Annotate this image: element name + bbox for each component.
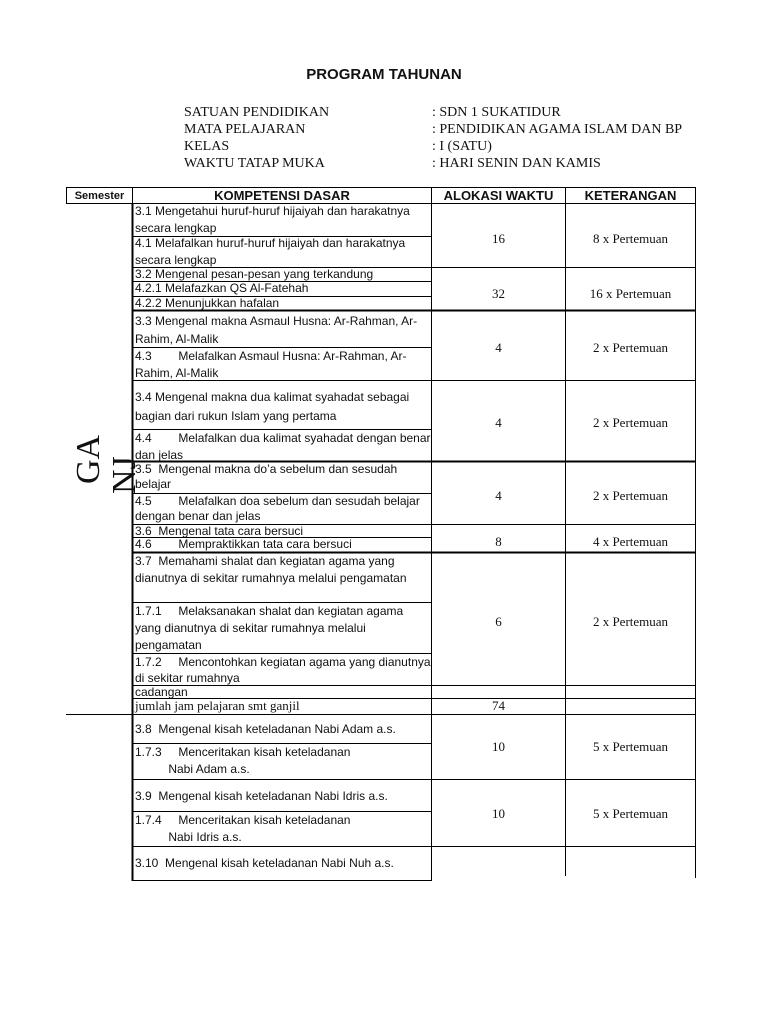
kd-cell: 4.1 Melafalkan huruf-huruf hijaiyah dan harakatnya secara lengkap	[135, 236, 409, 267]
info-row	[184, 104, 682, 121]
alokasi-value: 16	[492, 231, 505, 246]
kd-cell: 3.4 Mengenal makna dua kalimat syahadat sebagai bagian dari rukun Islam yang pertama	[135, 390, 413, 423]
info-value-mapel: : PENDIDIKAN AGAMA ISLAM DAN BP	[432, 122, 683, 137]
kd-cell: 3.5 Mengenal makna do’a sebelum dan sesudah belajar	[135, 462, 401, 491]
alokasi-value: 10	[492, 739, 505, 754]
header-kompetensi-dasar: KOMPETENSI DASAR	[214, 188, 350, 203]
kd-cell: 4.6 Mempraktikkan tata cara bersuci	[135, 537, 352, 551]
alokasi-value: 10	[492, 806, 505, 821]
info-block	[184, 104, 682, 172]
kd-cell: cadangan	[135, 685, 188, 699]
header-semester: Semester	[74, 190, 125, 202]
kd-cell: 3.8 Mengenal kisah keteladanan Nabi Adam a.s.	[135, 722, 396, 736]
info-label-mapel: MATA PELAJARAN	[184, 122, 306, 137]
alokasi-value: 4	[495, 340, 502, 355]
kd-cell: 4.2.1 Melafazkan QS Al-Fatehah	[135, 281, 309, 295]
info-value-waktu: : HARI SENIN DAN KAMIS	[432, 156, 601, 171]
info-value-kelas: : I (SATU)	[432, 139, 492, 154]
info-row	[184, 155, 682, 172]
info-row	[184, 138, 682, 155]
alokasi-total: 74	[492, 698, 505, 713]
info-label-satuan: SATUAN PENDIDIKAN	[184, 105, 330, 120]
kd-cell: 4.2.2 Menunjukkan hafalan	[135, 296, 280, 310]
keterangan-value: 5 x Pertemuan	[592, 806, 669, 821]
kd-cell: 1.7.4 Menceritakan kisah keteladanan Nabi Idris a.s.	[135, 813, 351, 844]
semester-label-line1: GA	[70, 434, 107, 484]
kd-cell: 4.5 Melafalkan doa sebelum dan sesudah belajar dengan benar dan jelas	[135, 494, 424, 523]
kd-cell: 1.7.2 Mencontohkan kegiatan agama yang dianutnya di sekitar rumahnya	[135, 655, 434, 685]
kd-cell: 3.7 Memahami shalat dan kegiatan agama yang dianutnya di sekitar rumahnya melalui pengamatan	[135, 554, 407, 585]
kd-cell: 1.7.1 Melaksanakan shalat dan kegiatan agama yang dianutnya di sekitar rumahnya melalui pengamatan	[135, 604, 407, 652]
alokasi-value: 4	[495, 488, 502, 503]
total-label: jumlah jam pelajaran smt ganjil	[135, 698, 300, 713]
alokasi-value: 4	[495, 415, 502, 430]
kd-cell: 3.9 Mengenal kisah keteladanan Nabi Idris a.s.	[135, 789, 388, 803]
keterangan-value: 2 x Pertemuan	[592, 614, 669, 629]
page-title: PROGRAM TAHUNAN	[306, 66, 462, 83]
alokasi-value: 32	[492, 286, 505, 301]
kd-cell: 3.6 Mengenal tata cara bersuci	[135, 524, 304, 538]
keterangan-value: 8 x Pertemuan	[592, 231, 669, 246]
header-alokasi-waktu: ALOKASI WAKTU	[443, 188, 554, 203]
alokasi-value: 6	[495, 614, 502, 629]
kd-cell: 4.3 Melafalkan Asmaul Husna: Ar-Rahman, Ar-Rahim, Al-Malik	[135, 349, 407, 380]
kd-cell: 3.10 Mengenal kisah keteladanan Nabi Nuh a.s.	[135, 856, 394, 870]
kd-cell: 3.3 Mengenal makna Asmaul Husna: Ar-Rahman, Ar-Rahim, Al-Malik	[135, 314, 418, 346]
keterangan-value: 4 x Pertemuan	[592, 534, 669, 549]
keterangan-value: 2 x Pertemuan	[592, 415, 669, 430]
header-keterangan: KETERANGAN	[584, 188, 677, 203]
kd-cell: 3.2 Mengenal pesan-pesan yang terkandung	[135, 267, 374, 281]
keterangan-value: 5 x Pertemuan	[592, 739, 669, 754]
semester-label-line2: NJ	[106, 456, 143, 494]
info-label-waktu: WAKTU TATAP MUKA	[184, 156, 325, 171]
info-label-kelas: KELAS	[184, 139, 230, 154]
keterangan-value: 2 x Pertemuan	[592, 340, 669, 355]
keterangan-value: 16 x Pertemuan	[589, 286, 672, 301]
kd-cell: 4.4 Melafalkan dua kalimat syahadat dengan benar dan jelas	[135, 431, 434, 462]
alokasi-value: 8	[495, 534, 502, 549]
kd-cell: 3.1 Mengetahui huruf-huruf hijaiyah dan harakatnya secara lengkap	[135, 204, 414, 235]
info-row	[184, 121, 682, 138]
kd-cell: 1.7.3 Menceritakan kisah keteladanan Nabi Adam a.s.	[135, 745, 351, 776]
keterangan-value: 2 x Pertemuan	[592, 488, 669, 503]
info-value-satuan: : SDN 1 SUKATIDUR	[432, 105, 561, 120]
